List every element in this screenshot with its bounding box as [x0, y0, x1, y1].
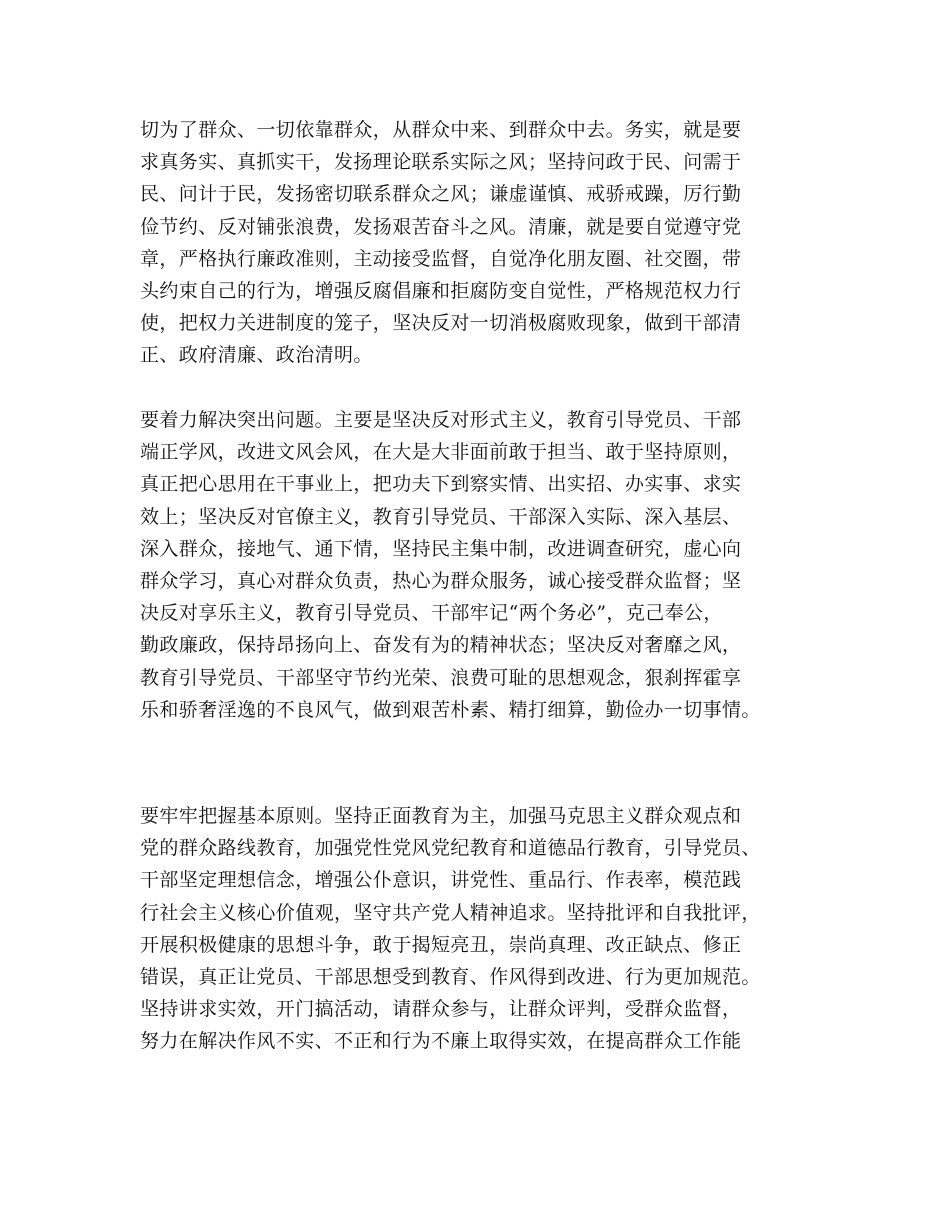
text-line: 干部坚定理想信念，增强公仆意识，讲党性、重品行、作表率，模范践	[140, 869, 742, 892]
text-line: 教育引导党员、干部坚守节约光荣、浪费可耻的思想观念，狠刹挥霍享	[140, 666, 742, 689]
text-line: 错误，真正让党员、干部思想受到教育、作风得到改进、行为更加规范。	[140, 965, 761, 988]
text-line: 要牢牢把握基本原则。坚持正面教育为主，加强马克思主义群众观点和	[140, 805, 742, 827]
text-line: 民、问计于民，发扬密切联系群众之风；谦虚谨慎、戒骄戒躁，厉行勤	[140, 183, 742, 206]
text-line: 效上；坚决反对官僚主义，教育引导党员、干部深入实际、深入基层、	[140, 505, 742, 528]
text-line: 端正学风，改进文风会风，在大是大非面前敢于担当、敢于坚持原则，	[140, 441, 742, 464]
text-line: 使，把权力关进制度的笼子，坚决反对一切消极腐败现象，做到干部清	[140, 312, 742, 335]
text-line: 群众学习，真心对群众负责，热心为群众服务，诚心接受群众监督；坚	[140, 569, 742, 592]
text-line: 俭节约、反对铺张浪费，发扬艰苦奋斗之风。清廉，就是要自觉遵守党	[140, 215, 742, 238]
text-line: 求真务实、真抓实干，发扬理论联系实际之风；坚持问政于民、问需于	[140, 151, 742, 174]
text-line: 真正把心思用在干事业上，把功夫下到察实情、出实招、办实事、求实	[140, 473, 742, 496]
text-line: 正、政府清廉、政治清明。	[140, 344, 373, 367]
text-line: 深入群众，接地气、通下情，坚持民主集中制，改进调查研究，虚心向	[140, 537, 742, 560]
paragraph-service-and-integrity	[140, 114, 830, 372]
paragraph-solve-problems	[140, 404, 830, 726]
text-line: 党的群众路线教育，加强党性党风党纪教育和道德品行教育，引导党员、	[140, 837, 761, 860]
text-line: 坚持讲求实效，开门搞活动，请群众参与，让群众评判，受群众监督，	[140, 998, 742, 1021]
text-line: 行社会主义核心价值观，坚守共产党人精神追求。坚持批评和自我批评，	[140, 901, 761, 924]
text-line: 章，严格执行廉政准则，主动接受监督，自觉净化朋友圈、社交圈，带	[140, 247, 742, 270]
text-line: 勤政廉政，保持昂扬向上、奋发有为的精神状态；坚决反对奢靡之风，	[140, 634, 742, 657]
text-line: 决反对享乐主义，教育引导党员、干部牢记“两个务必”，克己奉公，	[140, 602, 723, 625]
text-line: 努力在解决作风不实、不正和行为不廉上取得实效，在提高群众工作能	[140, 1030, 742, 1053]
text-line: 头约束自己的行为，增强反腐倡廉和拒腐防变自觉性，严格规范权力行	[140, 279, 742, 302]
text-line: 开展积极健康的思想斗争，敢于揭短亮丑，崇尚真理、改正缺点、修正	[140, 933, 742, 956]
text-line: 切为了群众、一切依靠群众，从群众中来、到群众中去。务实，就是要	[140, 119, 742, 141]
paragraph-basic-principles	[140, 800, 830, 1058]
text-line: 要着力解决突出问题。主要是坚决反对形式主义，教育引导党员、干部	[140, 409, 742, 431]
text-line: 乐和骄奢淫逸的不良风气，做到艰苦朴素、精打细算，勤俭办一切事情。	[140, 698, 761, 721]
